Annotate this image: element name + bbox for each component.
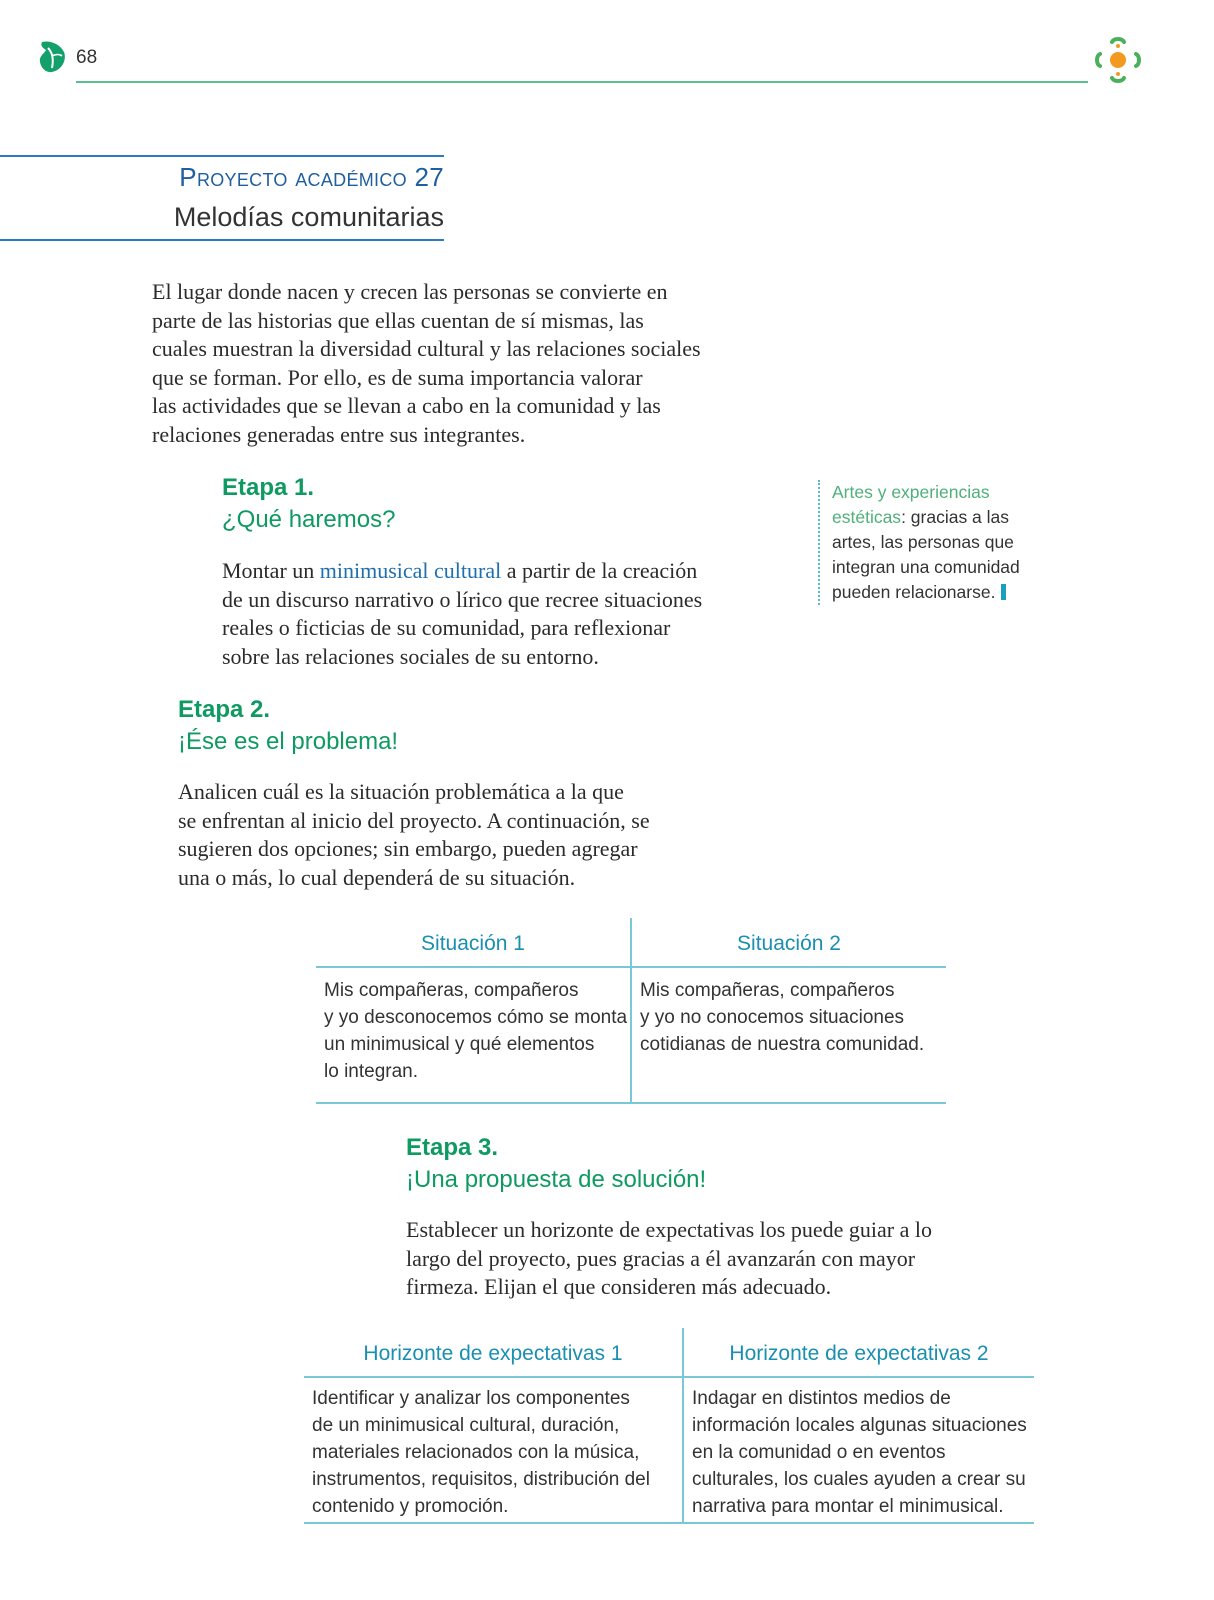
project-subtitle: Melodías comunitarias [173,202,444,232]
stage-1-paragraph: Montar un minimusical cultural a partir de la creación de un discurso narrativo o lírico que recree situaciones reales o ficticias de su comunidad, para reflexionar sobre las relaciones sociales de su entorno. [222,558,703,669]
situation-2-header: Situación 2 [737,932,841,955]
stage-1-question: ¿Qué haremos? [222,506,396,533]
intro-paragraph: El lugar donde nacen y crecen las personas se convierte en parte de las historias que ellas cuentan de sí mismas, las cuales muestran la diversidad cultural y las relaciones sociales que se forman. Por ello, es de suma importancia valorar las actividades que se llevan a cabo en la comunidad y las relaciones generadas entre sus integrantes. [152,279,701,447]
situation-1-header: Situación 1 [421,932,525,955]
stage-2-paragraph: Analicen cuál es la situación problemática a la que se enfrentan al inicio del proyecto. A continuación, se sugieren dos opciones; sin embargo, pueden agregar una o más, lo cual dependerá de su situación. [178,779,650,890]
stage-3-question: ¡Una propuesta de solución! [406,1166,707,1193]
flower-logo-icon [1090,32,1146,88]
situations-table [316,918,946,1104]
stage-2-question: ¡Ése es el problema! [178,728,399,755]
stage-1-heading [222,472,395,536]
glossary-term: Artes y experiencias [832,482,990,502]
title-rule-bottom [0,239,444,241]
expectation-2-header: Horizonte de expectativas 2 [729,1342,989,1365]
expectations-table [304,1328,1034,1524]
page-number: 68 [76,47,98,68]
header-rule [76,81,1088,83]
end-mark-icon [1001,584,1006,600]
expectation-1-text: Identificar y analizar los componentes de un minimusical cultural, duración, materiales relacionados con la música, instrumentos, requisitos, distribución del contenido y promoción. [312,1388,650,1517]
title-rule-top [0,155,444,157]
expectation-2-text: Indagar en distintos medios de información locales algunas situaciones en la comunidad o en eventos culturales, los cuales ayuden a crear su narrativa para montar el minimusical. [692,1388,1027,1517]
stage-1-label: Etapa 1. [222,474,315,501]
stage-3-paragraph: Establecer un horizonte de expectativas los puede guiar a lo largo del proyecto, pues gracias a él avanzarán con mayor firmeza. Elijan el que consideren más adecuado. [406,1217,932,1299]
leaf-logo-icon [36,38,70,74]
project-title: Proyecto académico 27 [179,162,444,192]
glossary-side-note: Artes y experiencias estéticas: gracias a las artes, las personas que integran una comunidad pueden relacionarse. [818,480,1062,605]
stage-2-heading [178,694,398,758]
expectation-1-header: Horizonte de expectativas 1 [363,1342,623,1365]
situation-2-text: Mis compañeras, compañeros y yo no conocemos situaciones cotidianas de nuestra comunidad. [640,980,925,1055]
stage-3-heading [406,1132,706,1196]
stage-2-label: Etapa 2. [178,696,271,723]
minimusical-term: minimusical cultural [319,558,502,583]
stage-3-label: Etapa 3. [406,1134,499,1161]
situation-1-text: Mis compañeras, compañeros y yo desconocemos cómo se monta un minimusical y qué elementos lo integran. [324,980,628,1082]
